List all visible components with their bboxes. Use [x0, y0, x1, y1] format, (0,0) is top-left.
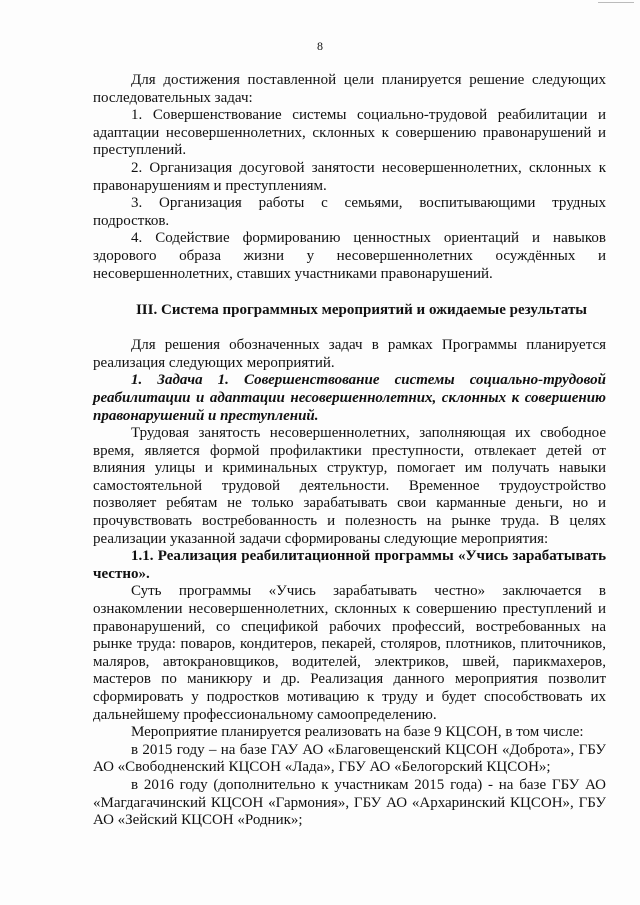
- task-1-heading: 1. Задача 1. Совершенствование системы социально-трудовой реабилитации и адаптации несовершеннолетних, склонных к совершению правонарушений и преступлений.: [93, 372, 606, 424]
- intro-paragraph: Для достижения поставленной цели планируется решение следующих последовательных задач:: [93, 72, 606, 106]
- scan-edge-mark: [598, 2, 634, 3]
- year-2016-paragraph: в 2016 году (дополнительно к участникам 2015 года) - на базе ГБУ АО «Магдагачинский КЦСОН «Гармония», ГБУ АО «Архаринский КЦСОН», ГБУ АО «Зейский КЦСОН «Родник»;: [93, 776, 606, 829]
- task-1-paragraph: 1. Совершенствование системы социально-трудовой реабилитации и адаптации несовершеннолетних, склонных к совершению правонарушений и преступлений.: [93, 107, 606, 159]
- page-number: 8: [317, 39, 323, 53]
- program-essence-paragraph: Суть программы «Учись зарабатывать честно» заключается в ознакомлении несовершеннолетних, склонных к совершению преступлений и правонарушений, со спецификой рабочих профессий, востребованных на рынке труда: поваров, кондитеров, пекарей, столяров, плотников, плиточников, маляров, автокрановщиков, водителей, электриков, швей, парикмахеров, мастеров по маникюру и др. Реализация данного мероприятия позволит сформировать у подростков мотивацию к труду и будет способствовать их дальнейшему профессиональному самоопределению.: [93, 583, 606, 723]
- section-heading: III. Система программных мероприятий и ожидаемые результаты: [135, 302, 588, 319]
- base-paragraph: Мероприятие планируется реализовать на базе 9 КЦСОН, в том числе:: [131, 724, 584, 741]
- task-3-paragraph: 3. Организация работы с семьями, воспитывающими трудных подростков.: [93, 195, 606, 229]
- program-subheading: 1.1. Реализация реабилитационной программы «Учись зарабатывать честно».: [93, 548, 606, 582]
- page-body: [93, 72, 606, 830]
- task-2-paragraph: 2. Организация досуговой занятости несовершеннолетних, склонных к правонарушениям и преступлениям.: [93, 159, 606, 194]
- employment-paragraph: Трудовая занятость несовершеннолетних, заполняющая их свободное время, является формой профилактики преступности, отвлекает детей от влияния улицы и криминальных структур, помогает им получать навыки самостоятельной трудовой деятельности. Временное трудоустройство позволяет ребятам не только зарабатывать свои карманные деньги, но и прочувствовать востребованность и полезность на рынке труда. В целях реализации указанной задачи сформированы следующие мероприятия:: [93, 425, 606, 547]
- task-4-paragraph: 4. Содействие формированию ценностных ориентаций и навыков здорового образа жизни у несовершеннолетних осуждённых и несовершеннолетних, ставших участниками правонарушений.: [93, 230, 606, 282]
- section-intro-paragraph: Для решения обозначенных задач в рамках Программы планируется реализация следующих мероприятий.: [93, 337, 606, 371]
- year-2015-paragraph: в 2015 году – на базе ГАУ АО «Благовещенский КЦСОН «Доброта», ГБУ АО «Свободненский КЦСОН «Лада», ГБУ АО «Белогорский КЦСОН»;: [93, 741, 606, 776]
